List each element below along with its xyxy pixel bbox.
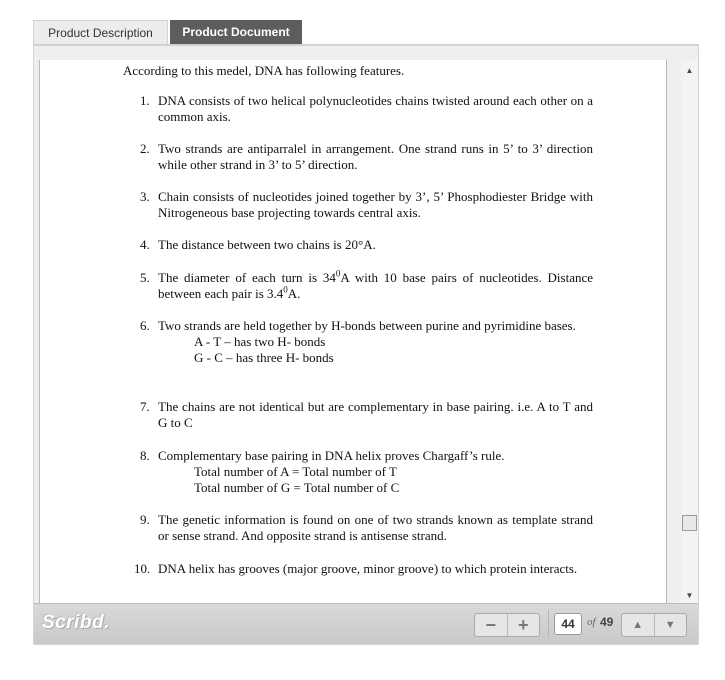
tab-product-description[interactable]: Product Description <box>33 20 168 44</box>
list-item <box>140 237 593 253</box>
list-item <box>140 399 593 431</box>
vertical-scrollbar[interactable] <box>681 60 698 606</box>
item-text: Chain consists of nucleotides joined together by 3’, 5’ Phosphodiester Bridge with Nitrogeneous base projecting towards central axis. <box>158 189 593 220</box>
list-item <box>140 268 594 302</box>
page-of-label: of <box>587 616 596 628</box>
item-number: 2. <box>140 141 150 156</box>
page-number-input[interactable]: 44 <box>554 613 582 635</box>
page-nav-controls <box>621 613 687 637</box>
list-item <box>140 93 593 125</box>
document-page <box>39 60 667 606</box>
item-text: The distance between two chains is 20°A. <box>158 237 376 252</box>
viewer-toolbar <box>34 603 698 644</box>
item-number: 3. <box>140 189 150 204</box>
scroll-up-icon[interactable]: ▲ <box>685 66 694 75</box>
item-text: Two strands are held together by H-bonds between purine and pyrimidine bases. <box>158 318 576 333</box>
item-number: 9. <box>140 512 150 527</box>
intro-text: According to this medel, DNA has following features. <box>123 63 405 78</box>
item-text: DNA consists of two helical polynucleotides chains twisted around each other on a common axis. <box>158 93 593 124</box>
item-subline: G - C – has three H- bonds <box>194 350 334 365</box>
item-subline: Total number of G = Total number of C <box>194 480 400 495</box>
item-subline: A - T – has two H- bonds <box>194 334 326 349</box>
item-text: DNA helix has grooves (major groove, minor groove) to which protein interacts. <box>158 561 578 576</box>
scribd-logo: Scribd. <box>42 612 110 633</box>
list-item <box>134 561 593 577</box>
item-number: 7. <box>140 399 150 414</box>
list-item <box>140 141 593 173</box>
item-number: 4. <box>140 237 150 252</box>
scrollbar-thumb[interactable] <box>682 515 697 531</box>
scroll-down-icon[interactable]: ▼ <box>685 591 694 600</box>
item-number: 6. <box>140 318 150 333</box>
item-number: 5. <box>140 270 150 285</box>
next-page-button[interactable] <box>654 614 687 636</box>
item-subline: Total number of A = Total number of T <box>194 464 397 479</box>
list-item <box>140 318 593 366</box>
tab-product-document[interactable]: Product Document <box>170 20 302 44</box>
item-text: The chains are not identical but are complementary in base pairing. i.e. A to T and G to C <box>158 399 593 430</box>
item-number: 8. <box>140 448 150 463</box>
item-text: The genetic information is found on one of two strands known as template strand or sense strand. And opposite strand is antisense strand. <box>158 512 593 543</box>
arrow-down-icon: ▼ <box>664 619 676 631</box>
item-number: 10. <box>134 561 151 576</box>
zoom-out-button[interactable]: − <box>485 615 496 635</box>
total-pages: 49 <box>600 615 614 629</box>
item-text: The diameter of each turn is $34^0A$ with 10 base pairs of nucleotides. Distance between each pair is $3.4^0A$. <box>158 268 594 301</box>
item-number: 1. <box>140 93 150 108</box>
arrow-up-icon: ▲ <box>632 619 644 631</box>
list-item <box>140 448 593 496</box>
divider <box>548 610 549 638</box>
list-item <box>140 512 593 544</box>
document-viewer <box>33 45 699 645</box>
previous-page-button[interactable] <box>622 614 654 636</box>
item-text: Complementary base pairing in DNA helix proves Chargaff’s rule. <box>158 448 505 463</box>
tab-bar <box>33 20 699 45</box>
zoom-in-button[interactable]: + <box>507 614 540 636</box>
list-item <box>140 189 593 221</box>
zoom-controls <box>474 613 540 637</box>
item-text: Two strands are antiparralel in arrangement. One strand runs in 5’ to 3’ direction while other strand in 3’ to 5’ direction. <box>158 141 593 172</box>
